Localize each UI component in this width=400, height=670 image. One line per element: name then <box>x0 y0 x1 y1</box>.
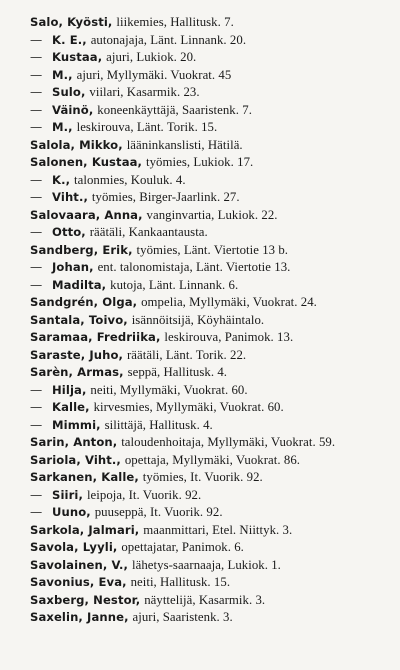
directory-entry <box>30 539 394 557</box>
ditto-dash: — <box>30 505 43 519</box>
directory-entry <box>30 189 394 207</box>
entry-details: leskirouva, Länt. Torik. 15. <box>76 120 218 134</box>
entry-details: koneenkäyttäjä, Saaristenk. 7. <box>97 102 252 117</box>
entry-details: puuseppä, It. Vuorik. 92. <box>94 505 223 519</box>
entry-name: Sulo, <box>52 85 86 99</box>
directory-entry <box>30 154 394 172</box>
entry-name: Sarèn, Armas, <box>30 365 124 379</box>
entry-details: räätäli, Länt. Torik. 22. <box>127 347 247 362</box>
directory-entry <box>30 14 394 32</box>
entry-name: Siiri, <box>52 487 83 502</box>
entry-details: liikemies, Hallitusk. 7. <box>116 15 234 29</box>
entry-name: Salo, Kyösti, <box>30 15 113 29</box>
entry-details: työmies, It. Vuorik. 92. <box>142 470 263 484</box>
directory-entry <box>30 329 394 347</box>
entry-details: ajuri, Saaristenk. 3. <box>132 610 233 624</box>
entry-details: neiti, Myllymäki, Vuokrat. 60. <box>90 382 248 397</box>
entry-name: Sarin, Anton, <box>30 435 118 449</box>
entry-name: M., <box>52 120 73 134</box>
directory-entry <box>30 84 394 102</box>
entry-details: opettaja, Myllymäki, Vuokrat. 86. <box>124 452 301 467</box>
entry-details: silittäjä, Hallitusk. 4. <box>104 417 213 432</box>
entry-name: Madilta, <box>52 277 107 292</box>
directory-entry <box>30 347 394 365</box>
entry-name: Väinö, <box>52 102 94 117</box>
entry-name: Otto, <box>52 225 86 239</box>
entry-details: ompelia, Myllymäki, Vuokrat. 24. <box>141 295 317 309</box>
entry-details: leskirouva, Panimok. 13. <box>164 330 294 344</box>
entry-name: Sandgrén, Olga, <box>30 295 138 309</box>
entry-name: Sariola, Viht., <box>30 452 121 467</box>
ditto-dash: — <box>30 85 43 99</box>
entry-details: neiti, Hallitusk. 15. <box>130 575 231 589</box>
directory-entry <box>30 364 394 382</box>
directory-entry <box>30 49 394 67</box>
ditto-dash: — <box>30 382 43 397</box>
ditto-dash: — <box>30 260 43 274</box>
entry-details: talonmies, Kouluk. 4. <box>74 172 186 187</box>
entry-details: työmies, Lukiok. 17. <box>146 155 254 169</box>
entry-name: Sarkanen, Kalle, <box>30 470 139 484</box>
entry-details: näyttelijä, Kasarmik. 3. <box>144 592 266 607</box>
directory-entry <box>30 609 394 627</box>
entry-name: Viht., <box>52 190 88 204</box>
directory-entry <box>30 434 394 452</box>
entry-name: Mimmi, <box>52 417 101 432</box>
entry-name: Salovaara, Anna, <box>30 207 143 222</box>
directory-entry <box>30 522 394 540</box>
directory-entry <box>30 119 394 137</box>
directory-entry <box>30 224 394 242</box>
entry-details: ajuri, Lukiok. 20. <box>106 50 197 64</box>
ditto-dash: — <box>30 32 43 47</box>
entry-name: Savolainen, V., <box>30 557 129 572</box>
entry-details: työmies, Länt. Viertotie 13 b. <box>136 242 289 257</box>
ditto-dash: — <box>30 417 43 432</box>
directory-entry <box>30 417 394 435</box>
entry-name: Kalle, <box>52 400 90 414</box>
entry-name: K., <box>52 172 71 187</box>
directory-entry <box>30 67 394 85</box>
ditto-dash: — <box>30 487 43 502</box>
directory-entry <box>30 102 394 120</box>
ditto-dash: — <box>30 225 43 239</box>
ditto-dash: — <box>30 120 43 134</box>
directory-entry <box>30 312 394 330</box>
ditto-dash: — <box>30 172 43 187</box>
entry-details: leipoja, It. Vuorik. 92. <box>86 487 202 502</box>
entry-details: taloudenhoitaja, Myllymäki, Vuokrat. 59. <box>121 435 336 449</box>
directory-entry <box>30 574 394 592</box>
entry-details: autonajaja, Länt. Linnank. 20. <box>90 32 247 47</box>
ditto-dash: — <box>30 67 43 82</box>
entry-details: kutoja, Länt. Linnank. 6. <box>110 277 239 292</box>
entry-name: Johan, <box>52 260 94 274</box>
entry-details: lähetys-saarnaaja, Lukiok. 1. <box>132 557 281 572</box>
entry-name: Salola, Mikko, <box>30 137 123 152</box>
directory-entry <box>30 399 394 417</box>
ditto-dash: — <box>30 277 43 292</box>
ditto-dash: — <box>30 400 43 414</box>
directory-entry <box>30 382 394 400</box>
entry-name: Savola, Lyyli, <box>30 540 118 554</box>
entry-details: ent. talonomistaja, Länt. Viertotie 13. <box>97 260 291 274</box>
entry-details: vanginvartia, Lukiok. 22. <box>146 207 278 222</box>
directory-entry <box>30 557 394 575</box>
directory-entry <box>30 504 394 522</box>
entry-details: ajuri, Myllymäki. Vuokrat. 45 <box>76 67 232 82</box>
directory-entry <box>30 207 394 225</box>
directory-entry <box>30 259 394 277</box>
entry-name: Santala, Toivo, <box>30 312 128 327</box>
entry-name: Saraste, Juho, <box>30 347 124 362</box>
entry-details: isännöitsijä, Köyhäintalo. <box>131 312 265 327</box>
entry-name: Savonius, Eva, <box>30 575 127 589</box>
entry-name: Sarkola, Jalmari, <box>30 522 140 537</box>
directory-entry <box>30 277 394 295</box>
directory-entry <box>30 242 394 260</box>
directory-entry <box>30 137 394 155</box>
entry-name: Kustaa, <box>52 50 103 64</box>
directory-entry <box>30 469 394 487</box>
entry-name: Uuno, <box>52 505 91 519</box>
entry-name: Sandberg, Erik, <box>30 242 133 257</box>
entry-details: räätäli, Kankaantausta. <box>89 225 208 239</box>
entry-details: viilari, Kasarmik. 23. <box>89 85 200 99</box>
ditto-dash: — <box>30 190 43 204</box>
entry-name: K. E., <box>52 32 87 47</box>
entry-details: kirvesmies, Myllymäki, Vuokrat. 60. <box>93 400 284 414</box>
directory-entry <box>30 452 394 470</box>
ditto-dash: — <box>30 102 43 117</box>
directory-entry <box>30 32 394 50</box>
directory-list <box>30 14 394 627</box>
entry-name: Hilja, <box>52 382 87 397</box>
entry-name: Saxberg, Nestor, <box>30 592 141 607</box>
directory-entry <box>30 592 394 610</box>
entry-details: seppä, Hallitusk. 4. <box>127 365 228 379</box>
directory-entry <box>30 487 394 505</box>
directory-entry <box>30 172 394 190</box>
entry-details: opettajatar, Panimok. 6. <box>121 540 244 554</box>
entry-details: lääninkanslisti, Hätilä. <box>126 137 243 152</box>
entry-details: työmies, Birger-Jaarlink. 27. <box>91 190 240 204</box>
ditto-dash: — <box>30 50 43 64</box>
directory-entry <box>30 294 394 312</box>
entry-name: Saramaa, Fredriika, <box>30 330 161 344</box>
entry-name: Saxelin, Janne, <box>30 610 129 624</box>
entry-name: Salonen, Kustaa, <box>30 155 143 169</box>
entry-details: maanmittari, Etel. Niittyk. 3. <box>143 522 293 537</box>
entry-name: M., <box>52 67 73 82</box>
